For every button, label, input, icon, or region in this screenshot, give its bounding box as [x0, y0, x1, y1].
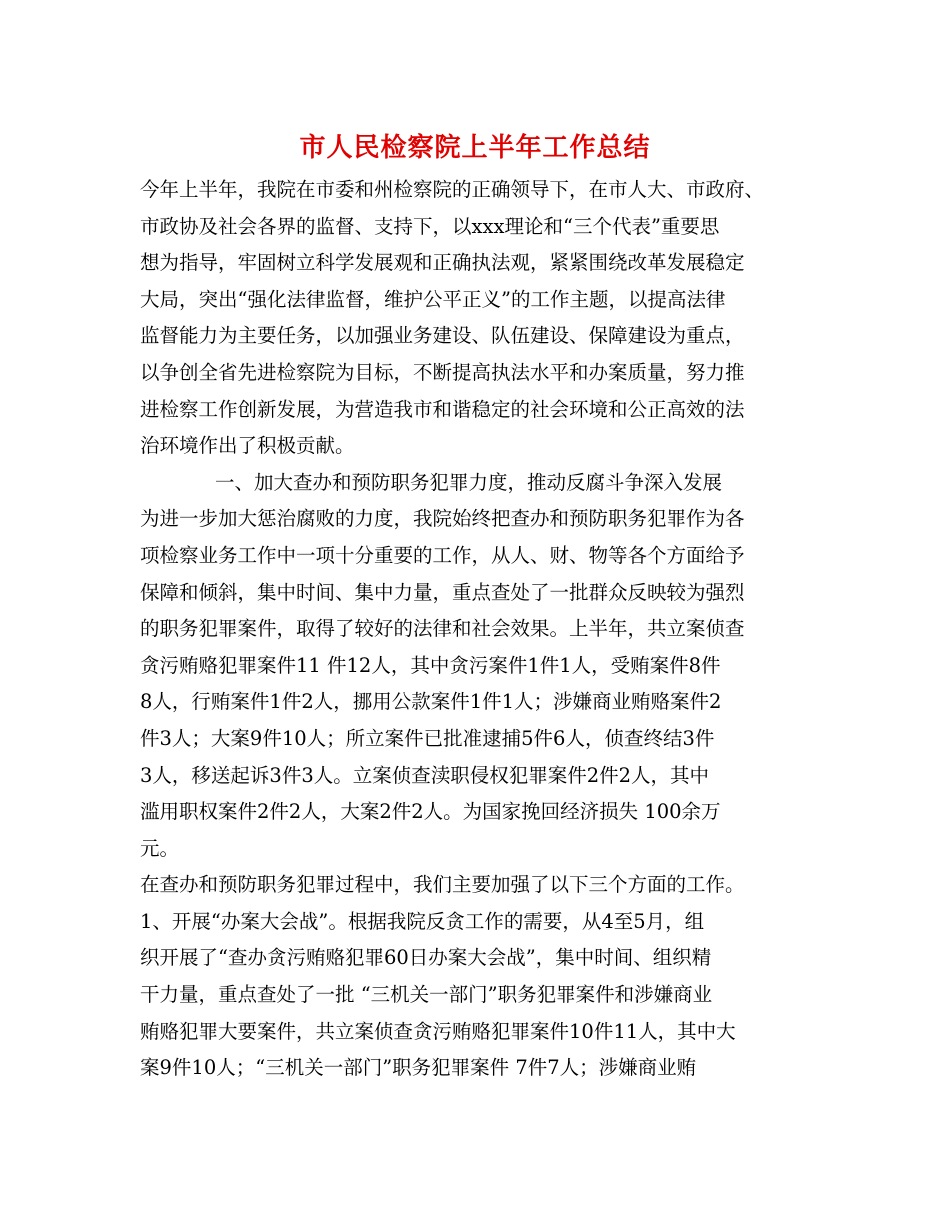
paragraph-line: 监督能力为主要任务，以加强业务建设、队伍建设、保障建设为重点， — [140, 324, 745, 348]
paragraph-line: 案9件10人；“三机关一部门”职务犯罪案件 7件7人；涉嫌商业贿 — [140, 1056, 697, 1080]
paragraph-line: 贿赂犯罪大要案件，共立案侦查贪污贿赂犯罪案件10件11人，其中大 — [140, 1019, 736, 1043]
paragraph-line: 干力量，重点查处了一批 “三机关一部门”职务犯罪案件和涉嫌商业 — [140, 983, 713, 1007]
paragraph-line: 织开展了“查办贪污贿赂犯罪60日办案大会战”，集中时间、组织精 — [140, 946, 712, 970]
paragraph-line: 市政协及社会各界的监督、支持下，以xxx理论和“三个代表”重要思 — [140, 214, 720, 238]
paragraph-line: 3人，移送起诉3件3人。立案侦查渎职侵权犯罪案件2件2人，其中 — [140, 763, 710, 787]
paragraph-line: 件3人；大案9件10人；所立案件已批准逮捕5件6人，侦查终结3件 — [140, 726, 715, 750]
paragraph-line: 贪污贿赂犯罪案件11 件12人，其中贪污案件1件1人，受贿案件8件 — [140, 653, 721, 677]
paragraph-line: 进检察工作创新发展，为营造我市和谐稳定的社会环境和公正高效的法 — [140, 397, 745, 421]
section-heading: 一、加大查办和预防职务犯罪力度，推动反腐斗争深入发展 — [215, 470, 723, 494]
paragraph-line: 在查办和预防职务犯罪过程中，我们主要加强了以下三个方面的工作。 — [140, 873, 745, 897]
paragraph-line: 1、开展“办案大会战”。根据我院反贪工作的需要，从4至5月，组 — [140, 909, 705, 933]
document-title: 市人民检察院上半年工作总结 — [299, 133, 651, 163]
paragraph-line: 大局，突出“强化法律监督，维护公平正义”的工作主题，以提高法律 — [140, 287, 726, 311]
paragraph-line: 保障和倾斜，集中时间、集中力量，重点查处了一批群众反映较为强烈 — [140, 580, 745, 604]
paragraph-line: 项检察业务工作中一项十分重要的工作，从人、财、物等各个方面给予 — [140, 543, 745, 567]
paragraph-line: 元。 — [140, 836, 180, 860]
paragraph-line: 的职务犯罪案件，取得了较好的法律和社会效果。上半年，共立案侦查 — [140, 617, 745, 641]
paragraph-line: 为进一步加大惩治腐败的力度，我院始终把查办和预防职务犯罪作为各 — [140, 507, 745, 531]
paragraph-line: 今年上半年，我院在市委和州检察院的正确领导下，在市人大、市政府、 — [140, 178, 765, 201]
paragraph-line: 8人，行贿案件1件2人，挪用公款案件1件1人；涉嫌商业贿赂案件2 — [140, 690, 722, 714]
document-body — [140, 172, 820, 1087]
paragraph-line: 滥用职权案件2件2人，大案2件2人。为国家挽回经济损失 100余万 — [140, 800, 721, 824]
paragraph-line: 以争创全省先进检察院为目标，不断提高执法水平和办案质量，努力推 — [140, 360, 745, 384]
paragraph-line: 想为指导，牢固树立科学发展观和正确执法观，紧紧围绕改革发展稳定 — [140, 251, 745, 275]
paragraph-line: 治环境作出了积极贡献。 — [140, 434, 355, 458]
